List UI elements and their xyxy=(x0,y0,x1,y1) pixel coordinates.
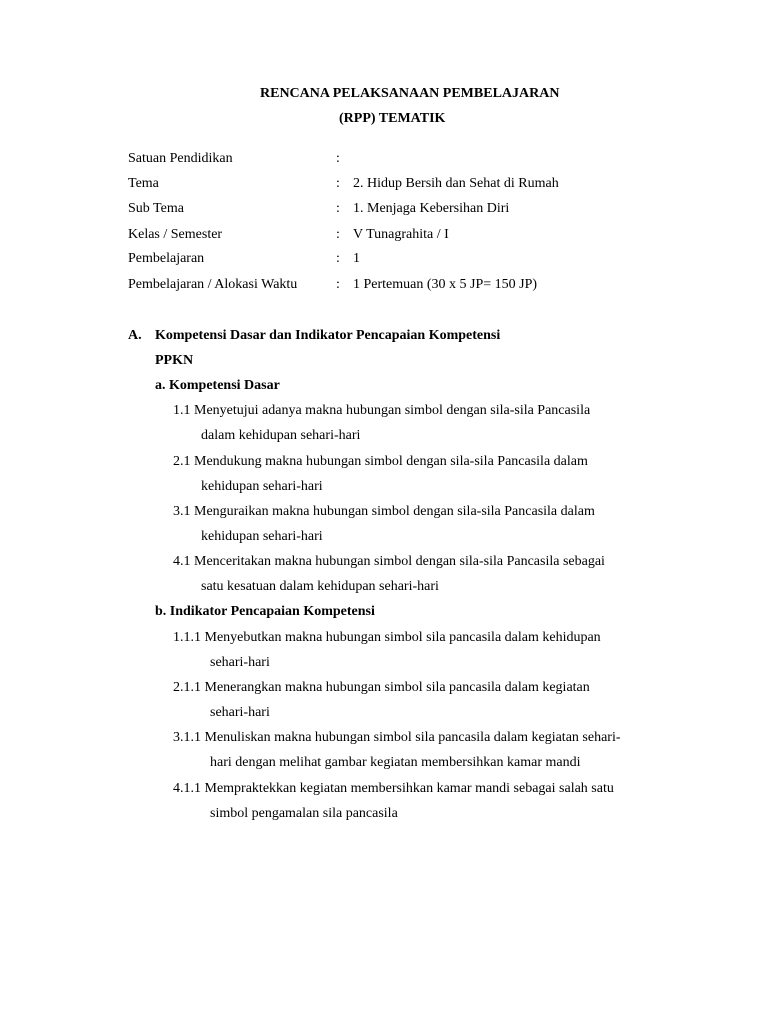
identity-label: Tema xyxy=(128,176,159,191)
identity-label: Satuan Pendidikan xyxy=(128,151,233,166)
identity-colon: : xyxy=(336,227,340,242)
document-subtitle: (RPP) TEMATIK xyxy=(339,111,446,126)
ipk-item-continuation: sehari-hari xyxy=(210,655,270,670)
kd-heading: a. Kompetensi Dasar xyxy=(155,378,280,393)
identity-value: V Tunagrahita / I xyxy=(353,227,449,242)
identity-colon: : xyxy=(336,176,340,191)
identity-value: 1. Menjaga Kebersihan Diri xyxy=(353,201,510,216)
kd-item-line: 3.1 Menguraikan makna hubungan simbol dengan sila-sila Pancasila dalam xyxy=(173,504,595,519)
ipk-item-continuation: simbol pengamalan sila pancasila xyxy=(210,806,398,821)
section-a-heading: Kompetensi Dasar dan Indikator Pencapaian Kompetensi xyxy=(155,328,501,343)
section-a-marker: A. xyxy=(128,328,142,343)
identity-colon: : xyxy=(336,201,340,216)
kd-item-continuation: kehidupan sehari-hari xyxy=(201,529,323,544)
identity-label: Sub Tema xyxy=(128,201,184,216)
kd-item-line: 1.1 Menyetujui adanya makna hubungan simbol dengan sila-sila Pancasila xyxy=(173,403,591,418)
ipk-item-continuation: sehari-hari xyxy=(210,705,270,720)
kd-item-line: 2.1 Mendukung makna hubungan simbol dengan sila-sila Pancasila dalam xyxy=(173,454,588,469)
identity-label: Pembelajaran / Alokasi Waktu xyxy=(128,277,298,292)
identity-value: 1 Pertemuan (30 x 5 JP= 150 JP) xyxy=(353,277,538,292)
ipk-item-line: 3.1.1 Menuliskan makna hubungan simbol sila pancasila dalam kegiatan sehari- xyxy=(173,730,621,745)
ipk-heading: b. Indikator Pencapaian Kompetensi xyxy=(155,604,375,619)
identity-label: Pembelajaran xyxy=(128,251,205,266)
kd-item-line: 4.1 Menceritakan makna hubungan simbol dengan sila-sila Pancasila sebagai xyxy=(173,554,605,569)
kd-item-continuation: dalam kehidupan sehari-hari xyxy=(201,428,361,443)
kd-item-continuation: satu kesatuan dalam kehidupan sehari-hari xyxy=(201,579,439,594)
identity-value: 2. Hidup Bersih dan Sehat di Rumah xyxy=(353,176,559,191)
identity-value: 1 xyxy=(353,251,360,266)
identity-colon: : xyxy=(336,277,340,292)
identity-colon: : xyxy=(336,151,340,166)
ipk-item-line: 1.1.1 Menyebutkan makna hubungan simbol sila pancasila dalam kehidupan xyxy=(173,630,601,645)
ipk-item-line: 4.1.1 Mempraktekkan kegiatan membersihkan kamar mandi sebagai salah satu xyxy=(173,781,614,796)
identity-label: Kelas / Semester xyxy=(128,227,223,242)
ipk-item-continuation: hari dengan melihat gambar kegiatan membersihkan kamar mandi xyxy=(210,755,581,770)
document-title: RENCANA PELAKSANAAN PEMBELAJARAN xyxy=(260,86,560,101)
subject-heading: PPKN xyxy=(155,353,194,368)
kd-item-continuation: kehidupan sehari-hari xyxy=(201,479,323,494)
ipk-item-line: 2.1.1 Menerangkan makna hubungan simbol sila pancasila dalam kegiatan xyxy=(173,680,590,695)
identity-colon: : xyxy=(336,251,340,266)
